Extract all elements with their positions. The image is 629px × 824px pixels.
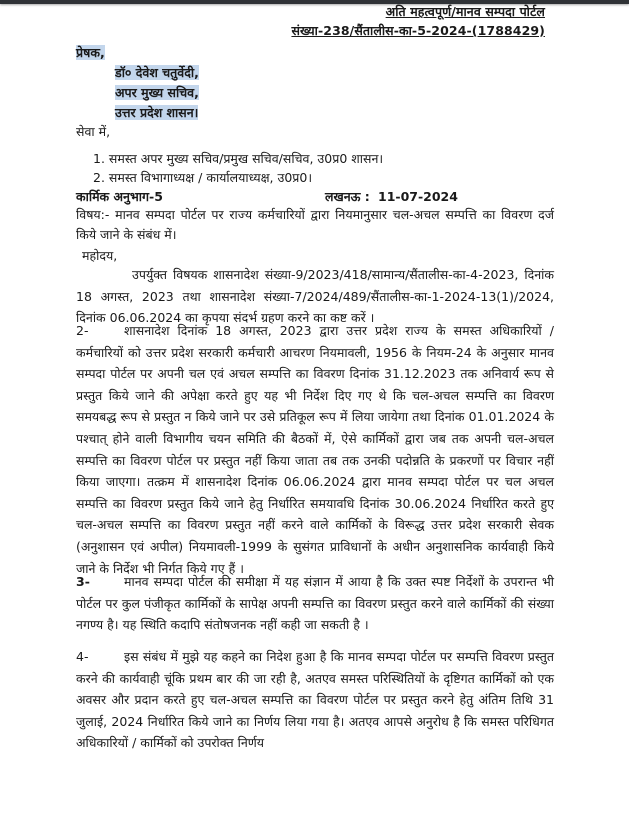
paragraph-number: 2- [76,323,89,338]
paragraph-3 [76,571,554,636]
paragraph-2-text: शासनादेश दिनांक 18 अगस्त, 2023 द्वारा उत्तर प्रदेश राज्य के समस्त अधिकारियों / कर्मचारियों को उत्तर प्रदेश सरकारी कर्मचारी आचरण नियमावली, 1956 के नियम-24 के अनुसार मानव सम्पदा पोर्टल पर अपनी चल एवं अचल सम्पत्ति का विवरण दिनांक 31.12.2023 तक अनिवार्य रूप से प्रस्तुत किये जाने की अपेक्षा करते हुए यह भी निर्देश दिए गए थे कि चल-अचल सम्पत्ति का विवरण समयबद्ध रूप से प्रस्तुत न किये जाने पर उसे प्रतिकूल रूप में लिया जायेगा तथा दिनांक 01.01.2024 के पश्चात् होने वाली विभागीय चयन समिति की बैठकों में, ऐसे कार्मिकों द्वारा जब तक अपनी चल-अचल सम्पत्ति का विवरण पोर्टल पर प्रस्तुत नहीं किया जाता तब तक उनकी पदोन्नति के प्रकरणों पर विचार नहीं किया जाएगा। तत्क्रम में शासनादेश दिनांक 06.06.2024 द्वारा मानव सम्पदा पोर्टल पर चल अचल सम्पत्ति का विवरण प्रस्तुत किये जाने हेतु निर्धारित समयावधि दिनांक 30.06.2024 निर्धारित करते हुए चल-अचल सम्पत्ति का विवरण प्रस्तुत नहीं करने वाले कार्मिकों के विरूद्ध उत्तर प्रदेश सरकारी सेवक (अनुशासन एवं अपील) नियमावली-1999 के सुसंगत प्राविधानों के अधीन अनुशासनिक कार्यवाही किये जाने के निर्देश भी निर्गत किये गए हैं । [76,323,554,576]
paragraph-1-text: उपर्युक्त विषयक शासनादेश संख्या-9/2023/418/सामान्य/सैंतालीस-का-4-2023, दिनांक 18 अगस्त, 2023 तथा शासनादेश संख्या-7/2024/489/सैंतालीस-का-1-2024-13(1)/2024, दिनांक 06.06.2024 का कृपया संदर्भ ग्रहण करने का कष्ट करें । [76,267,554,326]
paragraph-4 [76,646,554,754]
sender-label: प्रेषक, [76,45,105,60]
paragraph-number: 4- [76,649,89,664]
subject-line: विषय:- मानव सम्पदा पोर्टल पर राज्य कर्मचारियों द्वारा नियमानुसार चल-अचल सम्पत्ति का विवरण दर्ज किये जाने के संबंध में। [76,207,554,242]
sender-name: डॉ० देवेश चतुर्वेदी, [115,65,199,80]
section-name: कार्मिक अनुभाग-5 [76,189,163,204]
sender-office: उत्तर प्रदेश शासन। [115,105,199,120]
document-title: अति महत्वपूर्ण/मानव सम्पदा पोर्टल [385,4,545,19]
letter-date: 11-07-2024 [378,189,458,204]
reference-number: संख्या-238/सैंतालीस-का-5-2024-(1788429) [291,23,545,38]
paragraph-3-text: मानव सम्पदा पोर्टल की समीक्षा में यह संज्ञान में आया है कि उक्त स्पष्ट निर्देशों के उपरान्त भी पोर्टल पर कुल पंजीकृत कार्मिकों के सापेक्ष अपनी सम्पत्ति का विवरण प्रस्तुत करने वाले कार्मिकों की संख्या नगण्य है। यह स्थिति कदापि संतोषजनक नहीं कही जा सकती है । [76,574,554,633]
sender-designation: अपर मुख्य सचिव, [115,85,199,100]
salutation: महोदय, [82,248,118,263]
recipient-item: 2. समस्त विभागाध्यक्ष / कार्यालयाध्यक्ष, उ0प्र0। [93,170,313,185]
place-label: लखनऊ : [325,189,370,204]
paragraph-2 [76,320,554,579]
paragraph-4-text: इस संबंध में मुझे यह कहने का निदेश हुआ है कि मानव सम्पदा पोर्टल पर सम्पत्ति विवरण प्रस्तुत करने की कार्यवाही चूंकि प्रथम बार की जा रही है, अतएव समस्त परिस्थितियों के दृष्टिगत कार्मिकों को एक अवसर और प्रदान करते हुए चल-अचल सम्पत्ति का विवरण पोर्टल पर प्रस्तुत करने हेतु अंतिम तिथि 31 जुलाई, 2024 निर्धारित किये जाने का निर्णय लिया गया है। अतएव आपसे अनुरोध है कि समस्त परिधिगत अधिकारियों / कार्मिकों को उपरोक्त निर्णय [76,649,554,751]
sender-block [76,44,105,62]
recipient-item: 1. समस्त अपर मुख्य सचिव/प्रमुख सचिव/सचिव, उ0प्र0 शासन। [93,151,384,166]
paragraph-number: 3- [76,574,90,589]
recipients-label: सेवा में, [76,124,111,139]
